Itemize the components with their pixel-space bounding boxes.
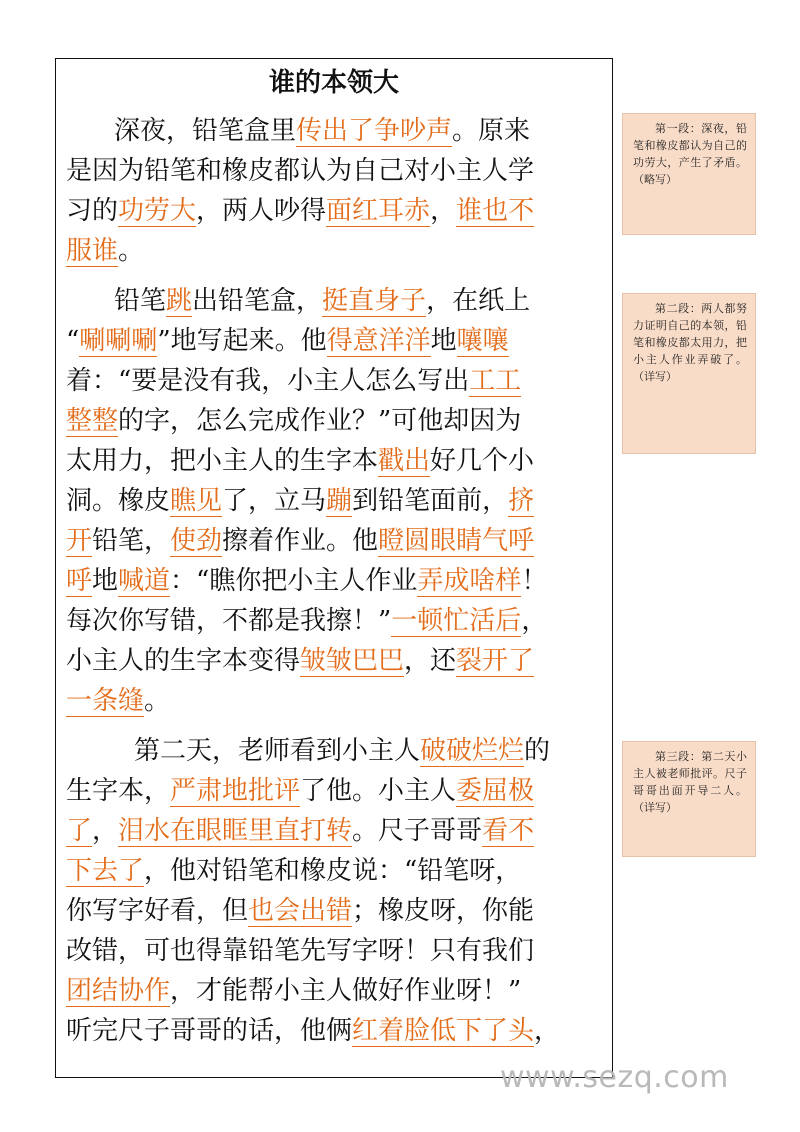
text-line xyxy=(66,1011,560,1051)
note-paragraph-3: 第三段：第二天小主人被老师批评。尺子哥哥出面开导二人。（详写） xyxy=(622,741,756,857)
text-line xyxy=(66,401,521,441)
highlighted-phrase: 了 xyxy=(66,816,93,846)
text-segment: ；橡皮呀，你能 xyxy=(352,896,535,926)
text-segment: 的字，怎么完成作业？”可他却因为 xyxy=(118,406,522,436)
text-segment: 地 xyxy=(92,566,119,596)
text-segment: 洞。橡皮 xyxy=(66,486,171,516)
text-segment: “ xyxy=(66,326,80,356)
highlighted-phrase: 开 xyxy=(66,526,93,556)
text-line xyxy=(66,561,547,601)
text-segment: 好几个小 xyxy=(430,446,535,476)
highlighted-phrase: 传出了争吵声 xyxy=(296,116,453,146)
highlighted-phrase: 戳出 xyxy=(378,446,431,476)
text-segment: ，两人吵得 xyxy=(196,196,327,226)
text-segment: ， xyxy=(534,1016,561,1046)
text-segment: 。尺子哥哥 xyxy=(352,816,483,846)
highlighted-phrase: 严肃地批评 xyxy=(170,776,301,806)
text-line xyxy=(66,641,534,681)
highlighted-phrase: 跳 xyxy=(166,286,193,316)
text-line xyxy=(66,811,534,851)
text-segment: ， xyxy=(430,196,457,226)
text-line xyxy=(66,971,521,1011)
highlighted-phrase: 一条缝 xyxy=(66,686,145,716)
text-segment: ，在纸上 xyxy=(426,286,531,316)
text-segment: ，才能帮小主人做好作业呀！” xyxy=(170,976,522,1006)
text-line xyxy=(66,231,144,271)
highlighted-phrase: 也会出错 xyxy=(248,896,353,926)
text-segment: ”地写起来。他 xyxy=(157,326,327,356)
text-segment: 习的 xyxy=(66,196,119,226)
text-line xyxy=(66,361,521,401)
text-segment: 擦着作业。他 xyxy=(222,526,379,556)
highlighted-phrase: 功劳大 xyxy=(118,196,197,226)
highlighted-phrase: 谁也不 xyxy=(456,196,535,226)
article-box xyxy=(55,58,613,1078)
highlighted-phrase: 挤 xyxy=(508,486,535,516)
text-segment: 了他。小主人 xyxy=(300,776,457,806)
text-segment: 每次你写错，不都是我擦！” xyxy=(66,606,392,636)
text-segment: 改错，可也得靠铅笔先写字呀！只有我们 xyxy=(66,936,535,966)
highlighted-phrase: 面红耳赤 xyxy=(326,196,431,226)
text-segment: 。原来 xyxy=(452,116,531,146)
highlighted-phrase: 看不 xyxy=(482,816,535,846)
text-segment: 铅笔， xyxy=(92,526,171,556)
highlighted-phrase: 瞪圆眼睛气呼 xyxy=(378,526,535,556)
text-line xyxy=(66,601,547,641)
text-segment: 太用力，把小主人的生字本 xyxy=(66,446,379,476)
highlighted-phrase: 皱皱巴巴 xyxy=(300,646,405,676)
text-line xyxy=(66,441,534,481)
watermark: www.sezq.com xyxy=(500,1060,729,1095)
text-segment: 着：“要是没有我，小主人怎么写出 xyxy=(66,366,470,396)
highlighted-phrase: 蹦 xyxy=(326,486,353,516)
highlighted-phrase: 喊道 xyxy=(118,566,171,596)
highlighted-phrase: 整整 xyxy=(66,406,119,436)
note-paragraph-1: 第一段：深夜，铅笔和橡皮都认为自己的功劳大，产生了矛盾。（略写） xyxy=(622,113,756,235)
text-line xyxy=(66,891,534,931)
highlighted-phrase: 嚷嚷 xyxy=(456,326,509,356)
text-line xyxy=(66,151,534,191)
text-segment: 到铅笔面前， xyxy=(352,486,509,516)
text-segment: 你写字好看，但 xyxy=(66,896,249,926)
text-segment: 出铅笔盒， xyxy=(192,286,323,316)
highlighted-phrase: 团结协作 xyxy=(66,976,171,1006)
text-line xyxy=(114,111,530,151)
text-segment: 小主人的生字本变得 xyxy=(66,646,301,676)
highlighted-phrase: 挺直身子 xyxy=(322,286,427,316)
text-line xyxy=(66,321,509,361)
highlighted-phrase: 使劲 xyxy=(170,526,223,556)
text-segment: ，他对铅笔和橡皮说：“铅笔呀， xyxy=(144,856,522,886)
text-line xyxy=(134,731,550,771)
highlighted-phrase: 破破烂烂 xyxy=(420,736,525,766)
text-segment: ：“瞧你把小主人作业 xyxy=(170,566,418,596)
text-line xyxy=(66,931,534,971)
text-segment: 地 xyxy=(430,326,457,356)
highlighted-phrase: 唰唰唰 xyxy=(79,326,158,356)
highlighted-phrase: 下去了 xyxy=(66,856,145,886)
text-segment: 是因为铅笔和橡皮都认为自己对小主人学 xyxy=(66,156,535,186)
highlighted-phrase: 泪水在眼眶里直打转 xyxy=(118,816,353,846)
text-segment: ！ xyxy=(521,566,548,596)
highlighted-phrase: 得意洋洋 xyxy=(326,326,431,356)
text-segment: 第二天，老师看到小主人 xyxy=(134,736,421,766)
text-segment: 铅笔 xyxy=(114,286,167,316)
text-line xyxy=(66,851,521,891)
highlighted-phrase: 裂开了 xyxy=(456,646,535,676)
text-segment: 生字本， xyxy=(66,776,171,806)
highlighted-phrase: 红着脸低下了头 xyxy=(352,1016,535,1046)
highlighted-phrase: 服谁 xyxy=(66,236,119,266)
note-paragraph-2: 第二段：两人都努力证明自己的本领，铅笔和橡皮都太用力，把小主人作业弄破了。（详写） xyxy=(622,293,756,454)
highlighted-phrase: 工工 xyxy=(469,366,522,396)
text-segment: 的 xyxy=(524,736,551,766)
text-segment: 深夜，铅笔盒里 xyxy=(114,116,297,146)
text-segment: 了，立马 xyxy=(222,486,327,516)
text-segment: 。 xyxy=(144,686,171,716)
text-segment: 。 xyxy=(118,236,145,266)
text-segment: ， xyxy=(521,606,548,636)
text-line xyxy=(66,681,170,721)
text-line xyxy=(66,771,534,811)
text-line xyxy=(66,191,534,231)
text-line xyxy=(114,281,530,321)
text-segment: ，还 xyxy=(404,646,457,676)
text-segment: 听完尺子哥哥的话，他俩 xyxy=(66,1016,353,1046)
highlighted-phrase: 委屈极 xyxy=(456,776,535,806)
highlighted-phrase: 弄成啥样 xyxy=(417,566,522,596)
article-title: 谁的本领大 xyxy=(268,68,399,98)
text-line xyxy=(66,481,534,521)
text-line xyxy=(66,521,534,561)
highlighted-phrase: 一顿忙活后 xyxy=(391,606,522,636)
text-segment: ， xyxy=(92,816,119,846)
highlighted-phrase: 呼 xyxy=(66,566,93,596)
highlighted-phrase: 瞧见 xyxy=(170,486,223,516)
